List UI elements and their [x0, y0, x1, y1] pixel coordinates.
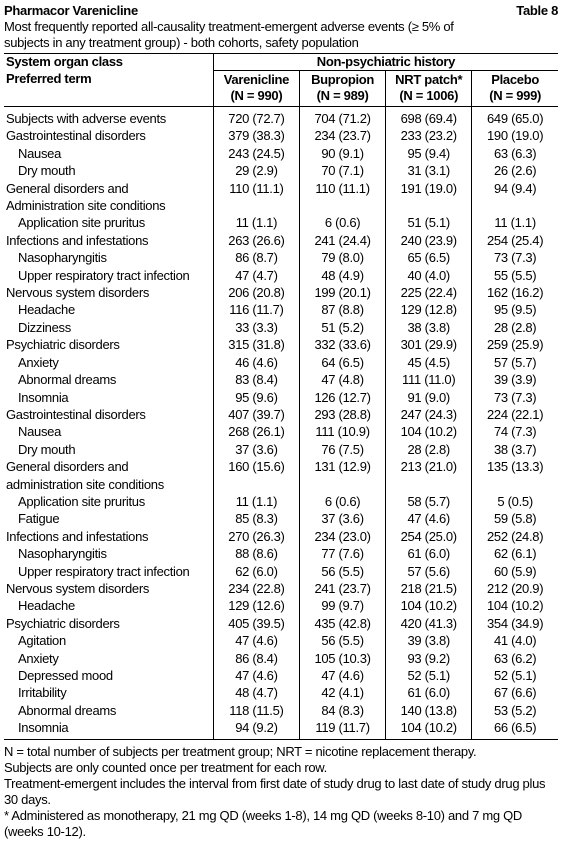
cell-value: 99 (9.7) — [300, 597, 386, 614]
column-name: NRT patch* — [395, 72, 463, 87]
cell-value: 315 (31.8) — [213, 336, 299, 353]
footnote: N = total number of subjects per treatment group; NRT = nicotine replacement therapy. — [4, 743, 477, 759]
table-row — [4, 406, 558, 423]
table-row — [4, 458, 558, 475]
cell-value: 76 (7.5) — [300, 441, 386, 458]
table-row — [4, 597, 558, 614]
stub-header-term: Preferred term — [4, 71, 213, 107]
row-label: Nervous system disorders — [6, 285, 150, 301]
column-n: (N = 990) — [230, 88, 283, 103]
table-row — [4, 336, 558, 353]
cell-value — [472, 197, 558, 214]
cell-value: 225 (22.4) — [386, 284, 472, 301]
cell-value: 83 (8.4) — [213, 371, 299, 388]
row-label: Anxiety — [18, 354, 59, 370]
table-row — [4, 145, 558, 162]
cell-value: 61 (6.0) — [386, 545, 472, 562]
cell-value: 62 (6.1) — [472, 545, 558, 562]
adverse-events-table — [4, 53, 558, 740]
row-label: Nausea — [18, 424, 62, 440]
row-label: Psychiatric disorders — [6, 337, 120, 353]
table-row — [4, 493, 558, 510]
table-row — [4, 667, 558, 684]
cell-value: 45 (4.5) — [386, 354, 472, 371]
cell-value: 73 (7.3) — [472, 249, 558, 266]
cell-value: 38 (3.8) — [386, 319, 472, 336]
table-row — [4, 284, 558, 301]
cell-value: 206 (20.8) — [213, 284, 299, 301]
table-row — [4, 580, 558, 597]
row-label: Depressed mood — [18, 668, 113, 683]
table-row — [4, 107, 558, 128]
cell-value: 11 (1.1) — [472, 214, 558, 231]
row-label: Infections and infestations — [6, 528, 149, 544]
row-label: Nasopharyngitis — [18, 250, 107, 266]
row-label: Insomnia — [4, 719, 213, 739]
cell-value: 39 (3.8) — [386, 632, 472, 649]
table-row — [4, 180, 558, 197]
cell-value: 28 (2.8) — [386, 441, 472, 458]
cell-value: 57 (5.6) — [386, 563, 472, 580]
cell-value: 218 (21.5) — [386, 580, 472, 597]
column-n: (N = 989) — [316, 88, 369, 103]
cell-value: 26 (2.6) — [472, 162, 558, 179]
cell-value: 104 (10.2) — [386, 719, 472, 739]
cell-value: 241 (23.7) — [300, 580, 386, 597]
row-label: Headache — [18, 598, 75, 614]
cell-value: 74 (7.3) — [472, 423, 558, 440]
cell-value: 33 (3.3) — [213, 319, 299, 336]
cell-value: 70 (7.1) — [300, 162, 386, 179]
cell-value: 6 (0.6) — [300, 214, 386, 231]
cell-value: 213 (21.0) — [386, 458, 472, 475]
table-row — [4, 476, 558, 493]
cell-value: 39 (3.9) — [472, 371, 558, 388]
cell-value: 110 (11.1) — [213, 180, 299, 197]
cell-value: 58 (5.7) — [386, 493, 472, 510]
cell-value: 254 (25.0) — [386, 528, 472, 545]
cell-value: 199 (20.1) — [300, 284, 386, 301]
cell-value: 29 (2.9) — [213, 162, 299, 179]
column-header-varenicline — [213, 71, 299, 107]
table-row — [4, 319, 558, 336]
row-label: Headache — [18, 302, 75, 318]
cell-value — [472, 476, 558, 493]
cell-value: 116 (11.7) — [213, 301, 299, 318]
table-row — [4, 545, 558, 562]
table-row — [4, 650, 558, 667]
cell-value: 66 (6.5) — [472, 719, 558, 739]
footnote: Subjects are only counted once per treatment for each row. — [4, 759, 327, 775]
row-label: Agitation — [18, 633, 66, 649]
cell-value: 38 (3.7) — [472, 441, 558, 458]
cell-value: 140 (13.8) — [386, 702, 472, 719]
cell-value: 111 (10.9) — [300, 423, 386, 440]
cell-value: 51 (5.2) — [300, 319, 386, 336]
cell-value: 47 (4.6) — [213, 667, 299, 684]
cell-value: 111 (11.0) — [386, 371, 472, 388]
cell-value: 46 (4.6) — [213, 354, 299, 371]
column-header-bupropion — [300, 71, 386, 107]
cell-value: 94 (9.4) — [472, 180, 558, 197]
cell-value: 61 (6.0) — [386, 684, 472, 701]
table-row — [4, 162, 558, 179]
cell-value: 62 (6.0) — [213, 563, 299, 580]
cell-value: 259 (25.9) — [472, 336, 558, 353]
row-label: Upper respiratory tract infection — [18, 267, 190, 283]
cell-value: 129 (12.8) — [386, 301, 472, 318]
cell-value: 720 (72.7) — [213, 107, 299, 128]
cell-value: 77 (7.6) — [300, 545, 386, 562]
cell-value: 94 (9.2) — [213, 719, 299, 739]
cell-value: 435 (42.8) — [300, 615, 386, 632]
cell-value: 379 (38.3) — [213, 127, 299, 144]
stub-header-soc: System organ class — [4, 54, 213, 71]
cell-value: 48 (4.7) — [213, 684, 299, 701]
table-row — [4, 528, 558, 545]
row-label: Nausea — [18, 145, 62, 161]
cell-value: 91 (9.0) — [386, 389, 472, 406]
table-row — [4, 267, 558, 284]
table-row — [4, 563, 558, 580]
caption-line: Most frequently reported all-causality treatment-emergent adverse events (≥ 5% of — [4, 19, 454, 34]
cell-value: 40 (4.0) — [386, 267, 472, 284]
cell-value: 88 (8.6) — [213, 545, 299, 562]
cell-value: 37 (3.6) — [300, 510, 386, 527]
cell-value: 85 (8.3) — [213, 510, 299, 527]
cell-value — [213, 197, 299, 214]
cell-value: 51 (5.1) — [386, 214, 472, 231]
table-row — [4, 232, 558, 249]
title-row — [4, 3, 558, 19]
table-caption — [4, 19, 558, 51]
row-label: Insomnia — [18, 389, 69, 405]
row-label: Gastrointestinal disorders — [6, 406, 146, 422]
cell-value: 270 (26.3) — [213, 528, 299, 545]
cell-value: 241 (24.4) — [300, 232, 386, 249]
cell-value: 224 (22.1) — [472, 406, 558, 423]
table-row — [4, 510, 558, 527]
row-label: Infections and infestations — [6, 232, 149, 248]
row-label: Dizziness — [18, 319, 71, 335]
cell-value: 129 (12.6) — [213, 597, 299, 614]
cell-value: 233 (23.2) — [386, 127, 472, 144]
cell-value: 254 (25.4) — [472, 232, 558, 249]
cell-value: 86 (8.4) — [213, 650, 299, 667]
cell-value: 263 (26.6) — [213, 232, 299, 249]
cell-value: 212 (20.9) — [472, 580, 558, 597]
cell-value: 93 (9.2) — [386, 650, 472, 667]
cell-value: 135 (13.3) — [472, 458, 558, 475]
table-row — [4, 615, 558, 632]
cell-value: 95 (9.4) — [386, 145, 472, 162]
caption-line: subjects in any treatment group) - both cohorts, safety population — [4, 35, 359, 50]
table-row — [4, 249, 558, 266]
cell-value: 234 (23.7) — [300, 127, 386, 144]
table-row — [4, 214, 558, 231]
cell-value: 79 (8.0) — [300, 249, 386, 266]
cell-value: 63 (6.2) — [472, 650, 558, 667]
column-n: (N = 1006) — [399, 88, 459, 103]
table-row — [4, 441, 558, 458]
cell-value: 41 (4.0) — [472, 632, 558, 649]
cell-value: 704 (71.2) — [300, 107, 386, 128]
cell-value: 293 (28.8) — [300, 406, 386, 423]
cell-value: 87 (8.8) — [300, 301, 386, 318]
column-name: Varenicline — [223, 72, 290, 87]
cell-value: 649 (65.0) — [472, 107, 558, 128]
cell-value: 73 (7.3) — [472, 389, 558, 406]
footnote: * Administered as monotherapy, 21 mg QD (weeks 1-8), 14 mg QD (weeks 8-10) and 7 mg QD (weeks 10-12). — [4, 807, 523, 839]
cell-value: 104 (10.2) — [386, 597, 472, 614]
row-label: Gastrointestinal disorders — [6, 128, 146, 144]
cell-value: 65 (6.5) — [386, 249, 472, 266]
document-title: Pharmacor Varenicline — [4, 3, 138, 18]
cell-value: 407 (39.7) — [213, 406, 299, 423]
cell-value: 90 (9.1) — [300, 145, 386, 162]
cell-value: 47 (4.8) — [300, 371, 386, 388]
table-label: Table 8 — [516, 3, 558, 18]
cell-value — [300, 476, 386, 493]
cell-value: 160 (15.6) — [213, 458, 299, 475]
row-label: Dry mouth — [18, 163, 76, 179]
cell-value: 190 (19.0) — [472, 127, 558, 144]
table-row — [4, 127, 558, 144]
table-row — [4, 197, 558, 214]
cell-value: 59 (5.8) — [472, 510, 558, 527]
row-label: General disorders and — [6, 180, 129, 196]
row-label: Abnormal dreams — [18, 702, 117, 718]
cell-value: 52 (5.1) — [472, 667, 558, 684]
cell-value: 252 (24.8) — [472, 528, 558, 545]
cell-value — [386, 476, 472, 493]
row-label: Nasopharyngitis — [18, 546, 107, 562]
cell-value: 48 (4.9) — [300, 267, 386, 284]
cell-value: 31 (3.1) — [386, 162, 472, 179]
table-row — [4, 389, 558, 406]
table-row — [4, 719, 558, 739]
cell-value: 47 (4.6) — [300, 667, 386, 684]
row-label: Upper respiratory tract infection — [18, 563, 190, 579]
row-label: Application site pruritus — [18, 215, 145, 231]
row-label: Anxiety — [18, 650, 59, 666]
column-n: (N = 999) — [489, 88, 542, 103]
cell-value: 95 (9.5) — [472, 301, 558, 318]
cell-value: 57 (5.7) — [472, 354, 558, 371]
cell-value: 301 (29.9) — [386, 336, 472, 353]
cell-value: 60 (5.9) — [472, 563, 558, 580]
cell-value — [300, 197, 386, 214]
row-label: Irritability — [18, 685, 67, 701]
table-row — [4, 301, 558, 318]
group-header: Non-psychiatric history — [213, 54, 558, 71]
column-header-nrt-patch — [386, 71, 472, 107]
cell-value: 234 (22.8) — [213, 580, 299, 597]
table-row — [4, 702, 558, 719]
cell-value: 56 (5.5) — [300, 563, 386, 580]
cell-value: 84 (8.3) — [300, 702, 386, 719]
row-label: Abnormal dreams — [18, 372, 117, 388]
table-row — [4, 354, 558, 371]
cell-value: 52 (5.1) — [386, 667, 472, 684]
cell-value: 47 (4.6) — [213, 632, 299, 649]
cell-value: 332 (33.6) — [300, 336, 386, 353]
cell-value: 126 (12.7) — [300, 389, 386, 406]
cell-value: 247 (24.3) — [386, 406, 472, 423]
row-label: Dry mouth — [18, 441, 76, 457]
cell-value: 420 (41.3) — [386, 615, 472, 632]
cell-value: 86 (8.7) — [213, 249, 299, 266]
cell-value: 104 (10.2) — [472, 597, 558, 614]
cell-value: 105 (10.3) — [300, 650, 386, 667]
cell-value: 11 (1.1) — [213, 493, 299, 510]
row-label: Application site pruritus — [18, 493, 145, 509]
cell-value: 234 (23.0) — [300, 528, 386, 545]
footnote: Treatment-emergent includes the interval from first date of study drug to last date of study drug plus 30 days. — [4, 775, 546, 807]
row-label: Fatigue — [18, 511, 60, 527]
row-label: General disorders and — [6, 459, 129, 475]
cell-value: 110 (11.1) — [300, 180, 386, 197]
cell-value: 28 (2.8) — [472, 319, 558, 336]
cell-value — [386, 197, 472, 214]
cell-value: 698 (69.4) — [386, 107, 472, 128]
cell-value: 162 (16.2) — [472, 284, 558, 301]
table-row — [4, 684, 558, 701]
cell-value: 118 (11.5) — [213, 702, 299, 719]
table-row — [4, 371, 558, 388]
cell-value: 63 (6.3) — [472, 145, 558, 162]
cell-value: 42 (4.1) — [300, 684, 386, 701]
table-row — [4, 632, 558, 649]
row-label: Psychiatric disorders — [6, 615, 120, 631]
cell-value: 243 (24.5) — [213, 145, 299, 162]
row-label: Administration site conditions — [6, 198, 166, 214]
cell-value: 104 (10.2) — [386, 423, 472, 440]
cell-value: 47 (4.7) — [213, 267, 299, 284]
cell-value: 131 (12.9) — [300, 458, 386, 475]
column-name: Bupropion — [311, 72, 375, 87]
cell-value: 5 (0.5) — [472, 493, 558, 510]
row-label: Nervous system disorders — [6, 580, 150, 596]
footnotes — [4, 744, 558, 840]
cell-value: 55 (5.5) — [472, 267, 558, 284]
cell-value: 268 (26.1) — [213, 423, 299, 440]
cell-value: 64 (6.5) — [300, 354, 386, 371]
column-header-placebo — [472, 71, 558, 107]
cell-value: 6 (0.6) — [300, 493, 386, 510]
cell-value: 119 (11.7) — [300, 719, 386, 739]
cell-value: 405 (39.5) — [213, 615, 299, 632]
cell-value: 47 (4.6) — [386, 510, 472, 527]
column-name: Placebo — [491, 72, 540, 87]
cell-value: 11 (1.1) — [213, 214, 299, 231]
row-label: administration site conditions — [6, 476, 164, 492]
cell-value: 67 (6.6) — [472, 684, 558, 701]
cell-value: 53 (5.2) — [472, 702, 558, 719]
cell-value — [213, 476, 299, 493]
cell-value: 191 (19.0) — [386, 180, 472, 197]
cell-value: 95 (9.6) — [213, 389, 299, 406]
row-label: Subjects with adverse events — [6, 111, 166, 126]
cell-value: 56 (5.5) — [300, 632, 386, 649]
table-body — [4, 107, 558, 740]
cell-value: 240 (23.9) — [386, 232, 472, 249]
table-row — [4, 423, 558, 440]
cell-value: 354 (34.9) — [472, 615, 558, 632]
cell-value: 37 (3.6) — [213, 441, 299, 458]
